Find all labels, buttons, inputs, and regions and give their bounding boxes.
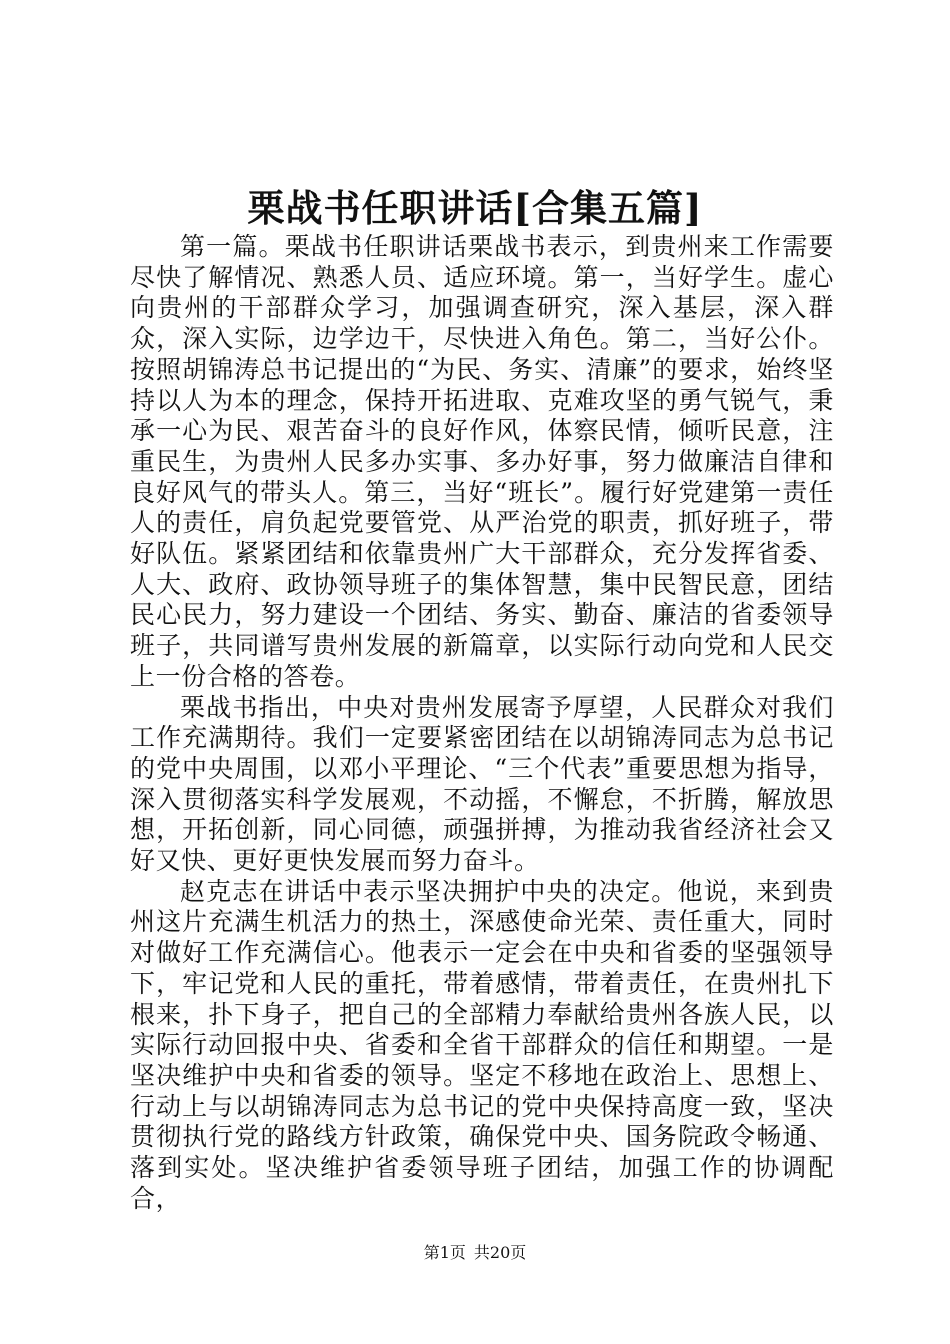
page-total: 共20页 [473, 1243, 527, 1262]
document-body [130, 232, 834, 1215]
paragraph-3: 赵克志在讲话中表示坚决拥护中央的决定。他说，来到贵州这片充满生机活力的热土，深感使命光荣、责任重大，同时对做好工作充满信心。他表示一定会在中央和省委的坚强领导下，牢记党和人民的重托，带着感情，带着责任，在贵州扎下根来，扑下身子，把自己的全部精力奉献给贵州各族人民，以实际行动回报中央、省委和全省干部群众的信任和期望。一是坚决维护中央和省委的领导。坚定不移地在政治上、思想上、行动上与以胡锦涛同志为总书记的党中央保持高度一致，坚决贯彻执行党的路线方针政策，确保党中央、国务院政令畅通、落到实处。坚决维护省委领导班子团结，加强工作的协调配合， [130, 876, 834, 1213]
document-title: 栗战书任职讲话[合集五篇] [247, 186, 703, 230]
page-number: 第1页 [423, 1243, 466, 1262]
paragraph-1: 第一篇。栗战书任职讲话栗战书表示，到贵州来工作需要尽快了解情况、熟悉人员、适应环境。第一，当好学生。虚心向贵州的干部群众学习，加强调查研究，深入基层，深入群众，深入实际，边学边干，尽快进入角色。第二，当好公仆。按照胡锦涛总书记提出的“为民、务实、清廉”的要求，始终坚持以人为本的理念，保持开拓进取、克难攻坚的勇气锐气，秉承一心为民、艰苦奋斗的良好作风，体察民情，倾听民意，注重民生，为贵州人民多办实事、多办好事，努力做廉洁自律和良好风气的带头人。第三，当好“班长”。履行好党建第一责任人的责任，肩负起党要管党、从严治党的职责，抓好班子，带好队伍。紧紧团结和依靠贵州广大干部群众，充分发挥省委、人大、政府、政协领导班子的集体智慧，集中民智民意，团结民心民力，努力建设一个团结、务实、勤奋、廉洁的省委领导班子，共同谱写贵州发展的新篇章，以实际行动向党和人民交上一份合格的答卷。 [130, 232, 834, 691]
paragraph-2: 栗战书指出，中央对贵州发展寄予厚望，人民群众对我们工作充满期待。我们一定要紧密团结在以胡锦涛同志为总书记的党中央周围，以邓小平理论、“三个代表”重要思想为指导，深入贯彻落实科学发展观，不动摇，不懈怠，不折腾，解放思想，开拓创新，同心同德，顽强拼搏，为推动我省经济社会又好又快、更好更快发展而努力奋斗。 [130, 692, 834, 876]
page-footer [0, 1242, 950, 1264]
